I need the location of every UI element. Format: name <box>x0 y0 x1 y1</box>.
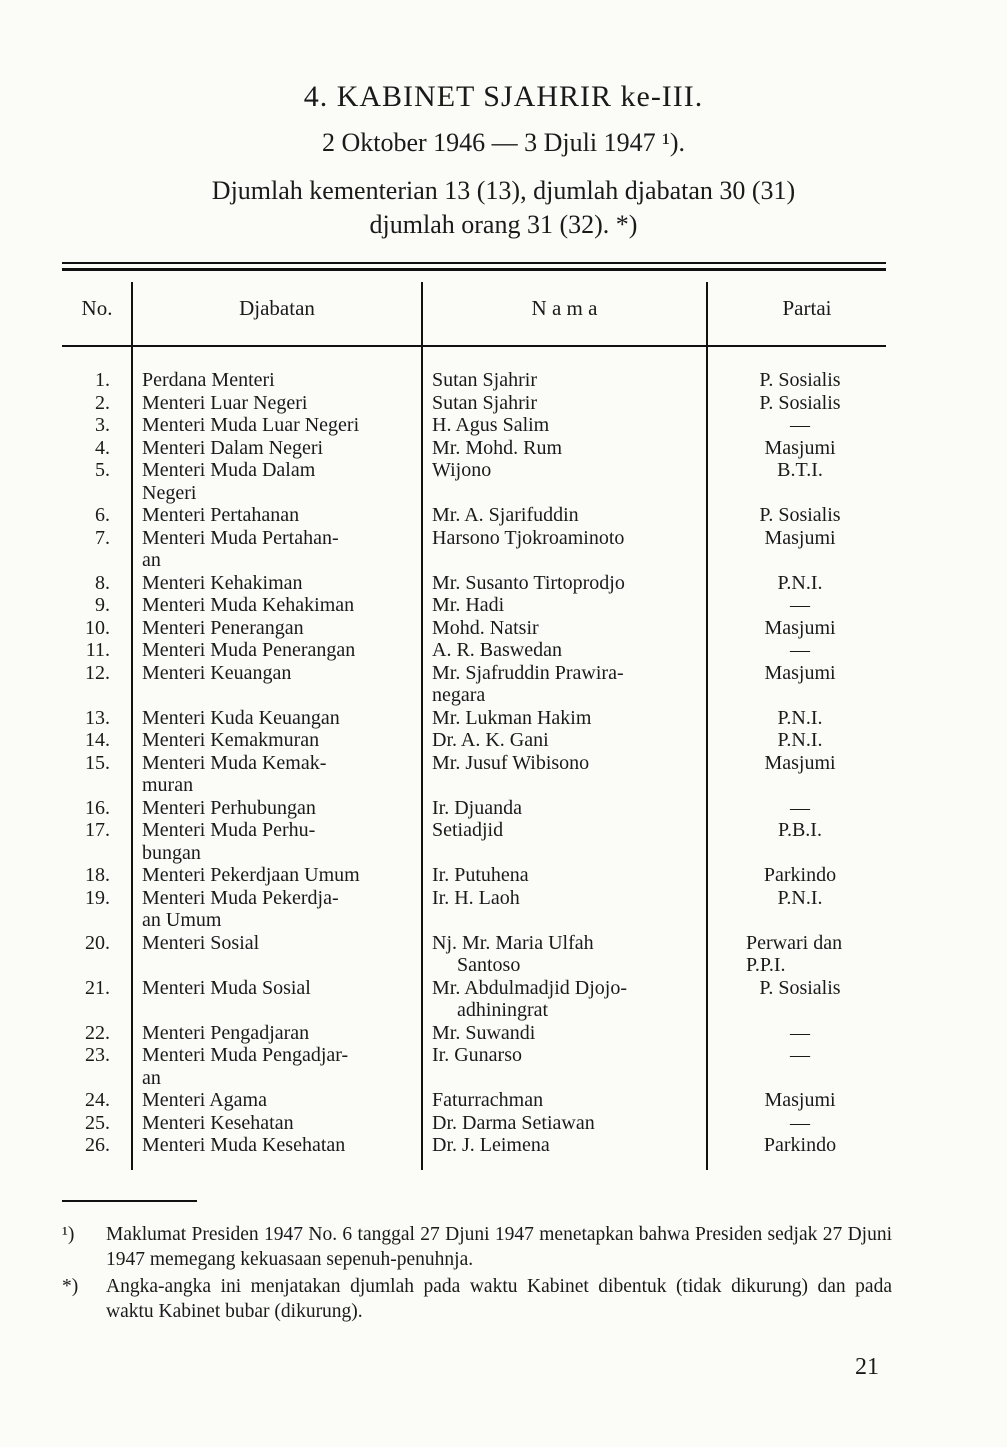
footnote-2 <box>62 1274 892 1324</box>
summary-line-2: djumlah orang 31 (32). *) <box>369 210 638 239</box>
table-row <box>0 1112 1007 1135</box>
footnote-1 <box>62 1222 892 1272</box>
row-nama: Ir. Gunarso <box>432 1044 522 1066</box>
row-partai: P. Sosialis <box>759 391 841 414</box>
row-nama: H. Agus Salim <box>432 414 550 436</box>
row-partai: — <box>790 1044 810 1066</box>
row-number: 6. <box>95 504 110 526</box>
row-djabatan: Menteri Pertahanan <box>142 504 300 526</box>
row-partai: — <box>790 639 810 661</box>
row-partai: Masjumi <box>764 1089 836 1111</box>
cabinet-summary <box>0 174 1007 242</box>
table-row <box>0 392 1007 415</box>
row-djabatan: Perdana Menteri <box>142 369 275 391</box>
row-djabatan: Menteri Pekerdjaan Umum <box>142 864 360 886</box>
row-number: 16. <box>85 796 110 819</box>
summary-line-1: Djumlah kementerian 13 (13), djumlah djabatan 30 (31) <box>211 176 796 205</box>
row-partai: — <box>790 414 810 436</box>
table-row <box>0 662 1007 707</box>
row-number: 19. <box>85 886 110 909</box>
table-row <box>0 932 1007 977</box>
footnote-text: Maklumat Presiden 1947 No. 6 tanggal 27 Djuni 1947 menetapkan bahwa Presiden sedjak 27 Djuni 1947 memegang kekuasaan sepenuh-penuhnja. <box>106 1224 892 1270</box>
column-header-djabatan: Djabatan <box>239 296 315 320</box>
row-number: 5. <box>95 459 110 481</box>
row-djabatan: Menteri Muda Penerangan <box>142 639 356 661</box>
row-number: 3. <box>95 414 110 436</box>
row-number: 26. <box>85 1134 110 1156</box>
row-nama: Ir. Djuanda <box>432 796 522 819</box>
row-partai: P.N.I. <box>777 729 823 751</box>
row-number: 22. <box>85 1021 110 1044</box>
row-djabatan: Menteri Sosial <box>142 931 260 954</box>
row-number: 11. <box>85 639 110 661</box>
header-bottom-rule <box>62 345 886 347</box>
table-row <box>0 572 1007 595</box>
table-row <box>0 414 1007 437</box>
table-row <box>0 504 1007 527</box>
row-nama: Nj. Mr. Maria Ulfah Santoso <box>432 931 594 976</box>
row-number: 18. <box>85 864 110 886</box>
row-djabatan: Menteri Keuangan <box>142 661 292 684</box>
row-partai: Parkindo <box>763 1134 837 1156</box>
row-djabatan: Menteri Agama <box>142 1089 267 1111</box>
row-nama: Dr. A. K. Gani <box>432 729 549 751</box>
table-row <box>0 639 1007 662</box>
row-partai: — <box>790 1111 810 1134</box>
row-djabatan: Menteri Penerangan <box>142 616 304 639</box>
row-number: 7. <box>95 526 110 549</box>
row-nama: Sutan Sjahrir <box>432 391 537 414</box>
footnote-mark: ¹) <box>62 1224 75 1245</box>
row-partai: Masjumi <box>764 616 836 639</box>
row-nama: Mr. Suwandi <box>432 1021 536 1044</box>
row-djabatan: Menteri Muda Pertahan- an <box>142 526 339 571</box>
row-djabatan: Menteri Muda Pekerdja- an Umum <box>142 886 339 931</box>
row-number: 17. <box>85 819 110 841</box>
row-djabatan: Menteri Muda Kehakiman <box>142 594 355 616</box>
row-djabatan: Menteri Muda Pengadjar- an <box>142 1044 349 1089</box>
row-nama: Mr. Hadi <box>432 594 505 616</box>
row-nama: Faturrachman <box>432 1089 544 1111</box>
table-row <box>0 729 1007 752</box>
row-number: 24. <box>85 1089 110 1111</box>
row-nama: Ir. H. Laoh <box>432 886 520 909</box>
row-nama: Sutan Sjahrir <box>432 369 537 391</box>
row-djabatan: Menteri Luar Negeri <box>142 391 308 414</box>
column-header-nama: N a m a <box>531 296 598 320</box>
row-number: 15. <box>85 751 110 774</box>
row-djabatan: Menteri Muda Luar Negeri <box>142 414 360 436</box>
row-nama: Mr. Mohd. Rum <box>432 436 563 459</box>
row-nama: Wijono <box>432 459 492 481</box>
table-top-rule-thick <box>62 268 886 271</box>
row-nama: Dr. J. Leimena <box>432 1134 550 1156</box>
row-number: 14. <box>85 729 110 751</box>
row-number: 21. <box>85 976 110 999</box>
row-nama: Setiadjid <box>432 819 504 841</box>
table-row <box>0 459 1007 504</box>
footnote-mark: *) <box>62 1276 79 1297</box>
table-top-rule <box>62 262 886 264</box>
page-number: 21 <box>855 1354 879 1380</box>
row-partai: Masjumi <box>764 436 836 459</box>
row-partai: P. Sosialis <box>759 504 841 526</box>
row-nama: Dr. Darma Setiawan <box>432 1111 595 1134</box>
row-djabatan: Menteri Dalam Negeri <box>142 436 324 459</box>
row-nama: Mr. Sjafruddin Prawira- negara <box>432 661 624 706</box>
row-partai: P.N.I. <box>777 571 823 594</box>
table-row <box>0 527 1007 572</box>
table-row <box>0 1089 1007 1112</box>
row-partai: P. Sosialis <box>759 369 841 391</box>
footnote-rule <box>62 1200 197 1202</box>
row-djabatan: Menteri Kesehatan <box>142 1111 294 1134</box>
row-number: 10. <box>85 616 110 639</box>
row-djabatan: Menteri Muda Perhu- bungan <box>142 819 316 864</box>
table-row <box>0 1044 1007 1089</box>
footnote-text: Angka-angka ini menjatakan djumlah pada waktu Kabinet dibentuk (tidak dikurung) dan pada waktu Kabinet bubar (dikurung). <box>106 1276 892 1322</box>
row-partai: — <box>790 1021 810 1044</box>
row-number: 9. <box>95 594 110 616</box>
row-nama: Harsono Tjokroaminoto <box>432 526 625 549</box>
row-partai: — <box>790 796 810 819</box>
row-nama: A. R. Baswedan <box>432 639 562 661</box>
row-partai: P.N.I. <box>777 886 823 909</box>
row-partai: Masjumi <box>764 526 836 549</box>
table-row <box>0 707 1007 730</box>
row-djabatan: Menteri Pengadjaran <box>142 1021 310 1044</box>
table-row <box>0 617 1007 640</box>
row-djabatan: Menteri Kemakmuran <box>142 729 320 751</box>
row-nama: Mohd. Natsir <box>432 616 539 639</box>
row-partai: P.B.I. <box>778 819 822 841</box>
column-header-no: No. <box>81 296 113 320</box>
table-row <box>0 1134 1007 1157</box>
row-nama: Mr. Jusuf Wibisono <box>432 751 590 774</box>
row-number: 23. <box>85 1044 110 1066</box>
table-row <box>0 864 1007 887</box>
row-partai: P.N.I. <box>777 706 823 729</box>
row-partai: Perwari dan P.P.I. <box>746 931 843 976</box>
row-djabatan: Menteri Kehakiman <box>142 571 303 594</box>
row-partai: Masjumi <box>764 751 836 774</box>
row-djabatan: Menteri Muda Kemak- muran <box>142 751 327 796</box>
cabinet-table-body <box>0 369 1007 1157</box>
row-number: 20. <box>85 931 110 954</box>
row-partai: B.T.I. <box>777 459 823 481</box>
row-number: 12. <box>85 661 110 684</box>
row-djabatan: Menteri Muda Kesehatan <box>142 1134 346 1156</box>
row-nama: Ir. Putuhena <box>432 864 529 886</box>
row-nama: Mr. Susanto Tirtoprodjo <box>432 571 625 594</box>
table-row <box>0 1022 1007 1045</box>
row-partai: Parkindo <box>763 864 837 886</box>
row-number: 25. <box>85 1111 110 1134</box>
row-number: 4. <box>95 436 110 459</box>
table-row <box>0 797 1007 820</box>
column-header-partai: Partai <box>782 296 832 320</box>
table-row <box>0 977 1007 1022</box>
row-djabatan: Menteri Muda Dalam Negeri <box>142 459 316 504</box>
table-row <box>0 369 1007 392</box>
table-row <box>0 752 1007 797</box>
row-nama: Mr. A. Sjarifuddin <box>432 504 579 526</box>
row-number: 1. <box>95 369 110 391</box>
row-partai: Masjumi <box>764 661 836 684</box>
row-number: 13. <box>85 706 110 729</box>
table-row <box>0 819 1007 864</box>
table-row <box>0 437 1007 460</box>
row-djabatan: Menteri Muda Sosial <box>142 976 311 999</box>
row-number: 8. <box>95 571 110 594</box>
row-nama: Mr. Lukman Hakim <box>432 706 592 729</box>
row-partai: P. Sosialis <box>759 976 841 999</box>
row-partai: — <box>790 594 810 616</box>
row-number: 2. <box>95 391 110 414</box>
row-djabatan: Menteri Kuda Keuangan <box>142 706 340 729</box>
period-dates: 2 Oktober 1946 — 3 Djuli 1947 ¹). <box>321 128 686 157</box>
page-title: 4. KABINET SJAHRIR ke-III. <box>303 80 704 113</box>
table-row <box>0 594 1007 617</box>
row-nama: Mr. Abdulmadjid Djojo- adhiningrat <box>432 976 627 1021</box>
row-djabatan: Menteri Perhubungan <box>142 796 316 819</box>
table-row <box>0 887 1007 932</box>
